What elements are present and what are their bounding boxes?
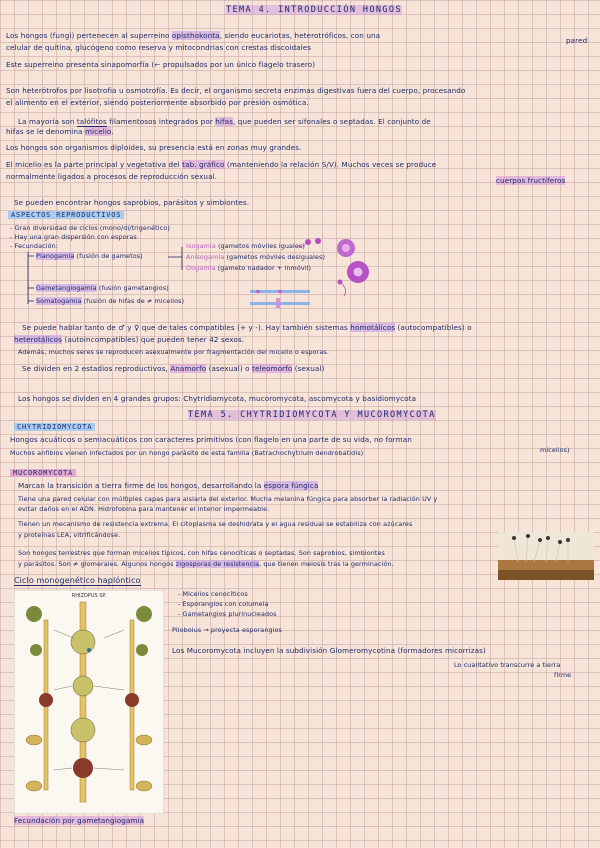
text: hifas se le denomina [6, 127, 85, 136]
highlight-opisthokonta: opisthokonta [171, 31, 220, 40]
compat-line-5: Los hongos se dividen en 4 grandes grupos: Chytridiomycota, mucoromycota, ascomycota y basidiomycota [18, 394, 417, 403]
chytrid-line-2: Muchos anfibios vienen infectados por un hongo parásito de esta familia (Batrachochytrium dendrobatidis) [10, 449, 364, 457]
repro-bullet-3: - Fecundación: [10, 242, 58, 250]
nutrition-line-8: Se pueden encontrar hongos saprobios, parásitos y simbiontes. [14, 198, 250, 207]
chytrid-micelios: micelios) [540, 446, 570, 454]
mucoro-line-5: y proteínas LEA, vitrificándose. [18, 531, 121, 539]
intro-line-3: Este superreino presenta sinapomorfía (← propulsados por un único flagelo trasero) [6, 60, 316, 69]
repro-planogamia [36, 252, 143, 261]
text: (manteniendo la relación S/V). Muchos veces se produce [224, 160, 437, 169]
caption-text: Fecundación por gametangiogamia [14, 816, 145, 825]
nutrition-line-2: el alimento en el exterior, siendo posteriormente absorbido por presión osmótica. [6, 98, 309, 107]
iso-gametes-icon [297, 238, 321, 247]
text: (asexual) o [206, 364, 253, 373]
compat-line-3: Además, muchos seres se reproducen asexualmente por fragmentación del micelio o esporas. [18, 348, 329, 356]
term-planogamia: Planogamia [36, 252, 75, 260]
text: (gameto nadador + inmóvil) [217, 264, 312, 272]
page-title: TEMA 4. INTRODUCCIÓN HONGOS [226, 5, 402, 15]
text: (gametos móviles iguales) [217, 242, 305, 250]
nutrition-line-1: Son heterótrofos por lisotrofia u osmotrofía. Es decir, el organismo secreta enzimas digestivas fuera del cuerpo, procesando [6, 86, 466, 95]
highlight-zigosporas: zigosporas de resistencia [175, 560, 260, 568]
chytrid-line-1: Hongos acuáticos o semiacuáticos con caracteres primitivos (con flagelo en una parte de su vida, no forman [10, 435, 412, 444]
compat-line-4 [22, 364, 324, 373]
text: , que tienen meiosis tras la germinación. [259, 560, 394, 568]
repro-gametangiogamia [36, 284, 169, 293]
nutrition-line-7: normalmente ligados a procesos de reproducción sexual. [6, 172, 218, 181]
text: (autocompatibles) o [395, 323, 472, 332]
mucoro-line-6: Son hongos terrestres que forman micelios típicos, con hifas cenocíticas o septadas. Son saprobios, simbiontes [18, 549, 385, 557]
text: , que pueden ser sifonales o septadas. El conjunto de [233, 117, 431, 126]
cycle-bullet-1: - Micelios cenocíticos [178, 590, 248, 598]
term-gametangiogamia: Gametangiogamia [36, 284, 97, 292]
compat-line-2 [14, 335, 244, 344]
compat-line-1 [22, 323, 472, 332]
mucoro-line-2: Tiene una pared celular con múltiples capas para aislarla del exterior. Mucha melanina fúngica para absorber la radiación UV y [18, 495, 438, 503]
section-badge-mucoro: MUCOROMYCOTA [10, 469, 76, 477]
gametangia-icon [250, 290, 310, 308]
mucoro-line-7 [18, 560, 394, 569]
text: Se puede hablar tanto de ♂ y ♀ que de tales compatibles (+ y -). Hay también sistemas [22, 323, 351, 332]
section-badge-chytrid: CHYTRIDIOMYCOTA [14, 423, 95, 431]
intro-line-2: celular de quitina, glucógeno como reserva y mitocondrias con crestas discoidales [6, 43, 312, 52]
mucoro-line-3: evitar daños en el ADN. Hidrofobina para mantener el interior impermeable. [18, 505, 270, 513]
cycle-caption [14, 816, 144, 825]
cycle-pilobolus: Pilobolus → proyecta esporangios [172, 626, 282, 634]
term-isogamia: Isogamia [186, 242, 216, 250]
text: . [111, 127, 114, 136]
cycle-bullet-3: - Gametangios plurinucleados [178, 610, 277, 618]
term-somatogamia: Somatogamia [36, 297, 82, 305]
text: (gametos móviles desiguales) [226, 253, 326, 261]
cycle-note-2: Lo cualitativo transcurre a tierra [454, 661, 561, 669]
text: (fusión gametangios) [98, 284, 169, 292]
highlight-homotalicos: homotálicos [350, 323, 396, 332]
gametes-illustration [240, 232, 380, 312]
figure-title: RHIZOPUS SP. [71, 593, 107, 599]
text: filamentosos integrados por [106, 117, 216, 126]
section-badge-reproductivos: ASPECTOS REPRODUCTIVOS [8, 211, 124, 219]
text: Los hongos (fungi) pertenecen al superreino [6, 31, 172, 40]
nutrition-line-5: Los hongos son organismos diploides, su presencia está en zonas muy grandes. [6, 143, 302, 152]
text: El micelio es la parte principal y vegetativa del [6, 160, 183, 169]
term-anisogamia: Anisogamia [186, 253, 225, 261]
highlight-cuerpos: cuerpos fructíferos [496, 176, 566, 185]
text: (fusión de gametos) [76, 252, 143, 260]
intro-pared: pared [566, 36, 588, 45]
mucoro-line-1 [18, 481, 318, 490]
text: La mayoría son [18, 117, 77, 126]
cycle-heading: Ciclo monogenético haplóntico [14, 576, 141, 585]
mucoro-line-4: Tienen un mecanismo de resistencia extrema. El citoplasma se deshidrata y el agua residual se estabiliza con azúcares [18, 520, 413, 528]
repro-bullet-2: - Hay una gran dispersión con esporas [10, 233, 137, 241]
text: Se dividen en 2 estadios reproductivos, [22, 364, 171, 373]
text: (sexual) [292, 364, 325, 373]
highlight-heterotalicos: heterotálicos [14, 335, 63, 344]
repro-somatogamia [36, 297, 184, 306]
oogonium-egg-icon [337, 239, 369, 283]
term-talofitos: talófitos [76, 117, 107, 126]
life-cycle-diagram [14, 590, 164, 814]
highlight-anamorfo: Anamorfo [170, 364, 207, 373]
cycle-note-1: Los Mucoromycota incluyen la subdivisión Glomeromycotina (formadores micorrizas) [172, 646, 486, 655]
repro-bullet-1: - Gran diversidad de ciclos (mono/di/trigenético) [10, 224, 170, 232]
highlight-teleomorfo: teleomorfo [252, 364, 293, 373]
highlight-micelio: micelio [84, 127, 112, 136]
text: Marcan la transición a tierra firme de los hongos, desarrollando la [18, 481, 264, 490]
text: (autoincompatibles) que pueden tener 42 sexos. [62, 335, 245, 344]
section-title-tema5: TEMA 5. CHYTRIDIOMYCOTA Y MUCOROMYCOTA [188, 410, 436, 420]
highlight-hifas: hifas [215, 117, 234, 126]
highlight-talo: tab. gráfico [182, 160, 225, 169]
text: , siendo eucariotas, heterotróficos, con una [219, 31, 381, 40]
cycle-note-2b: firme [554, 671, 572, 679]
highlight-espora: espora fúngica [263, 481, 319, 490]
sperm-icon [338, 280, 346, 297]
mucor-photo [498, 532, 594, 580]
text: y parásitos. Son ≠ glomerales. Algunos hongos [18, 560, 176, 568]
term-oogamia: Oogamia [186, 264, 216, 272]
text: (fusión de hifas de ≠ micelios) [83, 297, 185, 305]
cycle-bullet-2: - Esporangios con columela [178, 600, 269, 608]
